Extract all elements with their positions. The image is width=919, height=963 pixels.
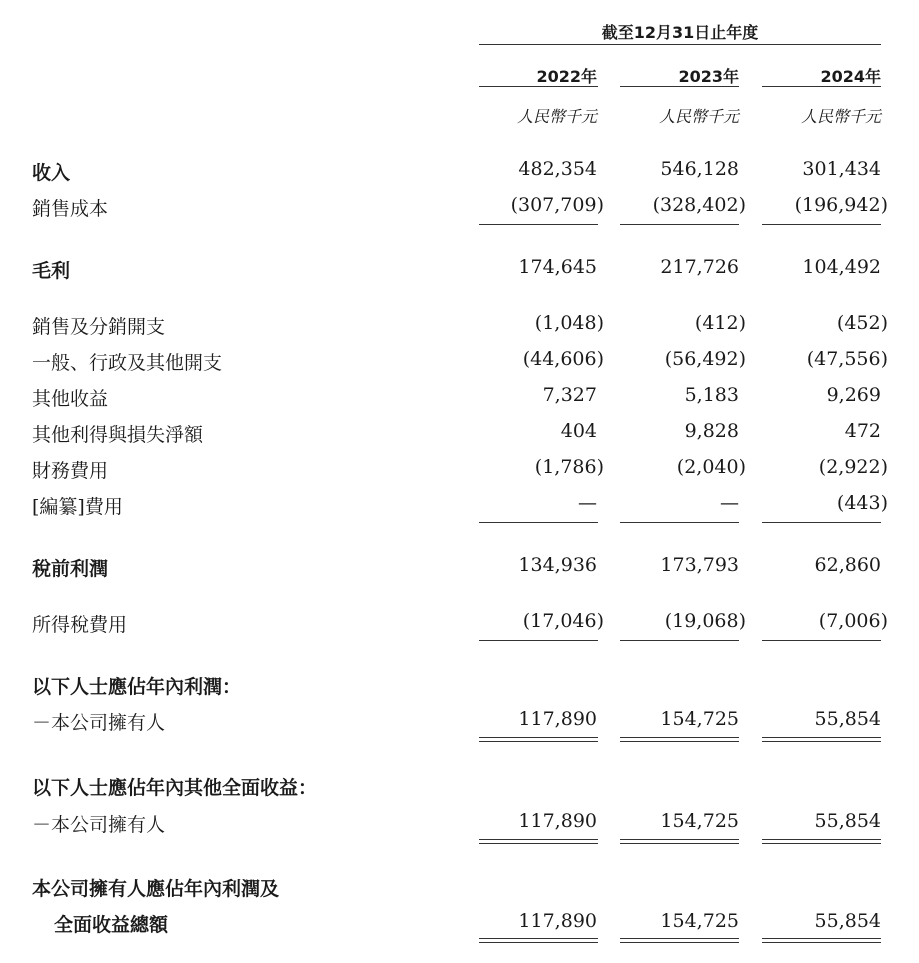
cell-selling-expenses-2024: (452): [836, 312, 888, 334]
total-double-line: [479, 938, 598, 943]
subtotal-line: [479, 224, 598, 225]
cell-revenue-2024: 301,434: [802, 158, 881, 180]
cell-other-gains-2024: 472: [844, 420, 881, 442]
cell-profit-before-tax-2023: 173,793: [660, 554, 739, 576]
total-double-line: [762, 839, 881, 844]
cell-other-income-2023: 5,183: [684, 384, 739, 406]
total-double-line: [762, 737, 881, 742]
year-2024: 2024年: [820, 67, 881, 86]
cell-gross-profit-2024: 104,492: [802, 256, 881, 278]
cell-finance-costs-2023: (2,040): [676, 456, 746, 478]
subtotal-line: [479, 522, 598, 523]
unit-2024: 人民幣千元: [800, 107, 881, 126]
row-label-profit-attributable-heading: 以下人士應佔年內利潤：: [32, 676, 242, 698]
subtotal-line: [762, 522, 881, 523]
total-double-line: [479, 737, 598, 742]
year-underline-2024: [762, 86, 881, 87]
cell-cost-of-sales-2022: (307,709): [510, 194, 604, 216]
cell-revenue-2023: 546,128: [660, 158, 739, 180]
unit-2023: 人民幣千元: [658, 107, 739, 126]
row-label-listing-expenses: [編纂]費用: [32, 496, 123, 518]
cell-selling-expenses-2022: (1,048): [534, 312, 604, 334]
row-label-gross-profit: 毛利: [32, 260, 71, 282]
cell-listing-expenses-2022: —: [578, 492, 597, 514]
cell-income-tax-2023: (19,068): [664, 610, 746, 632]
subtotal-line: [762, 640, 881, 641]
total-double-line: [620, 839, 739, 844]
row-label-finance-costs: 財務費用: [32, 460, 109, 482]
cell-finance-costs-2022: (1,786): [534, 456, 604, 478]
subtotal-line: [479, 640, 598, 641]
cell-other-gains-2022: 404: [560, 420, 597, 442]
row-label-profit-before-tax: 稅前利潤: [32, 558, 109, 580]
row-label-oci-attributable-heading: 以下人士應佔年內其他全面收益：: [32, 777, 318, 799]
cell-total-comprehensive-2024: 55,854: [814, 910, 881, 932]
subtotal-line: [620, 522, 739, 523]
total-double-line: [620, 737, 739, 742]
year-2023: 2023年: [678, 67, 739, 86]
cell-cost-of-sales-2024: (196,942): [794, 194, 888, 216]
cell-finance-costs-2024: (2,922): [818, 456, 888, 478]
row-label-income-tax: 所得稅費用: [32, 614, 128, 636]
year-underline-2023: [620, 86, 739, 87]
row-label-revenue: 收入: [32, 162, 71, 184]
row-label-owners-profit: －本公司擁有人: [32, 712, 166, 734]
year-underline-2022: [479, 86, 598, 87]
cell-listing-expenses-2024: (443): [836, 492, 888, 514]
cell-owners-profit-2023: 154,725: [660, 708, 739, 730]
cell-other-income-2022: 7,327: [542, 384, 597, 406]
cell-total-comprehensive-2022: 117,890: [518, 910, 597, 932]
cell-profit-before-tax-2022: 134,936: [518, 554, 597, 576]
cell-admin-expenses-2024: (47,556): [806, 348, 888, 370]
subtotal-line: [620, 640, 739, 641]
row-label-selling-expenses: 銷售及分銷開支: [32, 316, 166, 338]
row-label-total-comprehensive: 全面收益總額: [54, 914, 169, 936]
period-header: 截至12月31日止年度: [601, 23, 759, 42]
cell-revenue-2022: 482,354: [518, 158, 597, 180]
cell-owners-oci-2024: 55,854: [814, 810, 881, 832]
cell-owners-profit-2022: 117,890: [518, 708, 597, 730]
total-double-line: [479, 839, 598, 844]
row-label-cost-of-sales: 銷售成本: [32, 198, 109, 220]
subtotal-line: [620, 224, 739, 225]
total-double-line: [620, 938, 739, 943]
period-underline: [479, 44, 881, 45]
cell-other-income-2024: 9,269: [826, 384, 881, 406]
row-label-total-comprehensive-heading: 本公司擁有人應佔年內利潤及: [32, 878, 280, 900]
total-double-line: [762, 938, 881, 943]
cell-listing-expenses-2023: —: [720, 492, 739, 514]
cell-total-comprehensive-2023: 154,725: [660, 910, 739, 932]
cell-income-tax-2024: (7,006): [818, 610, 888, 632]
cell-gross-profit-2022: 174,645: [518, 256, 597, 278]
cell-selling-expenses-2023: (412): [694, 312, 746, 334]
cell-admin-expenses-2023: (56,492): [664, 348, 746, 370]
row-label-admin-expenses: 一般、行政及其他開支: [32, 352, 223, 374]
row-label-other-income: 其他收益: [32, 388, 109, 410]
cell-owners-oci-2022: 117,890: [518, 810, 597, 832]
row-label-other-gains: 其他利得與損失淨額: [32, 424, 204, 446]
cell-admin-expenses-2022: (44,606): [522, 348, 604, 370]
cell-owners-oci-2023: 154,725: [660, 810, 739, 832]
cell-owners-profit-2024: 55,854: [814, 708, 881, 730]
cell-cost-of-sales-2023: (328,402): [652, 194, 746, 216]
cell-income-tax-2022: (17,046): [522, 610, 604, 632]
cell-profit-before-tax-2024: 62,860: [814, 554, 881, 576]
year-2022: 2022年: [536, 67, 597, 86]
subtotal-line: [762, 224, 881, 225]
unit-2022: 人民幣千元: [516, 107, 597, 126]
cell-other-gains-2023: 9,828: [684, 420, 739, 442]
cell-gross-profit-2023: 217,726: [660, 256, 739, 278]
row-label-owners-oci: －本公司擁有人: [32, 814, 166, 836]
